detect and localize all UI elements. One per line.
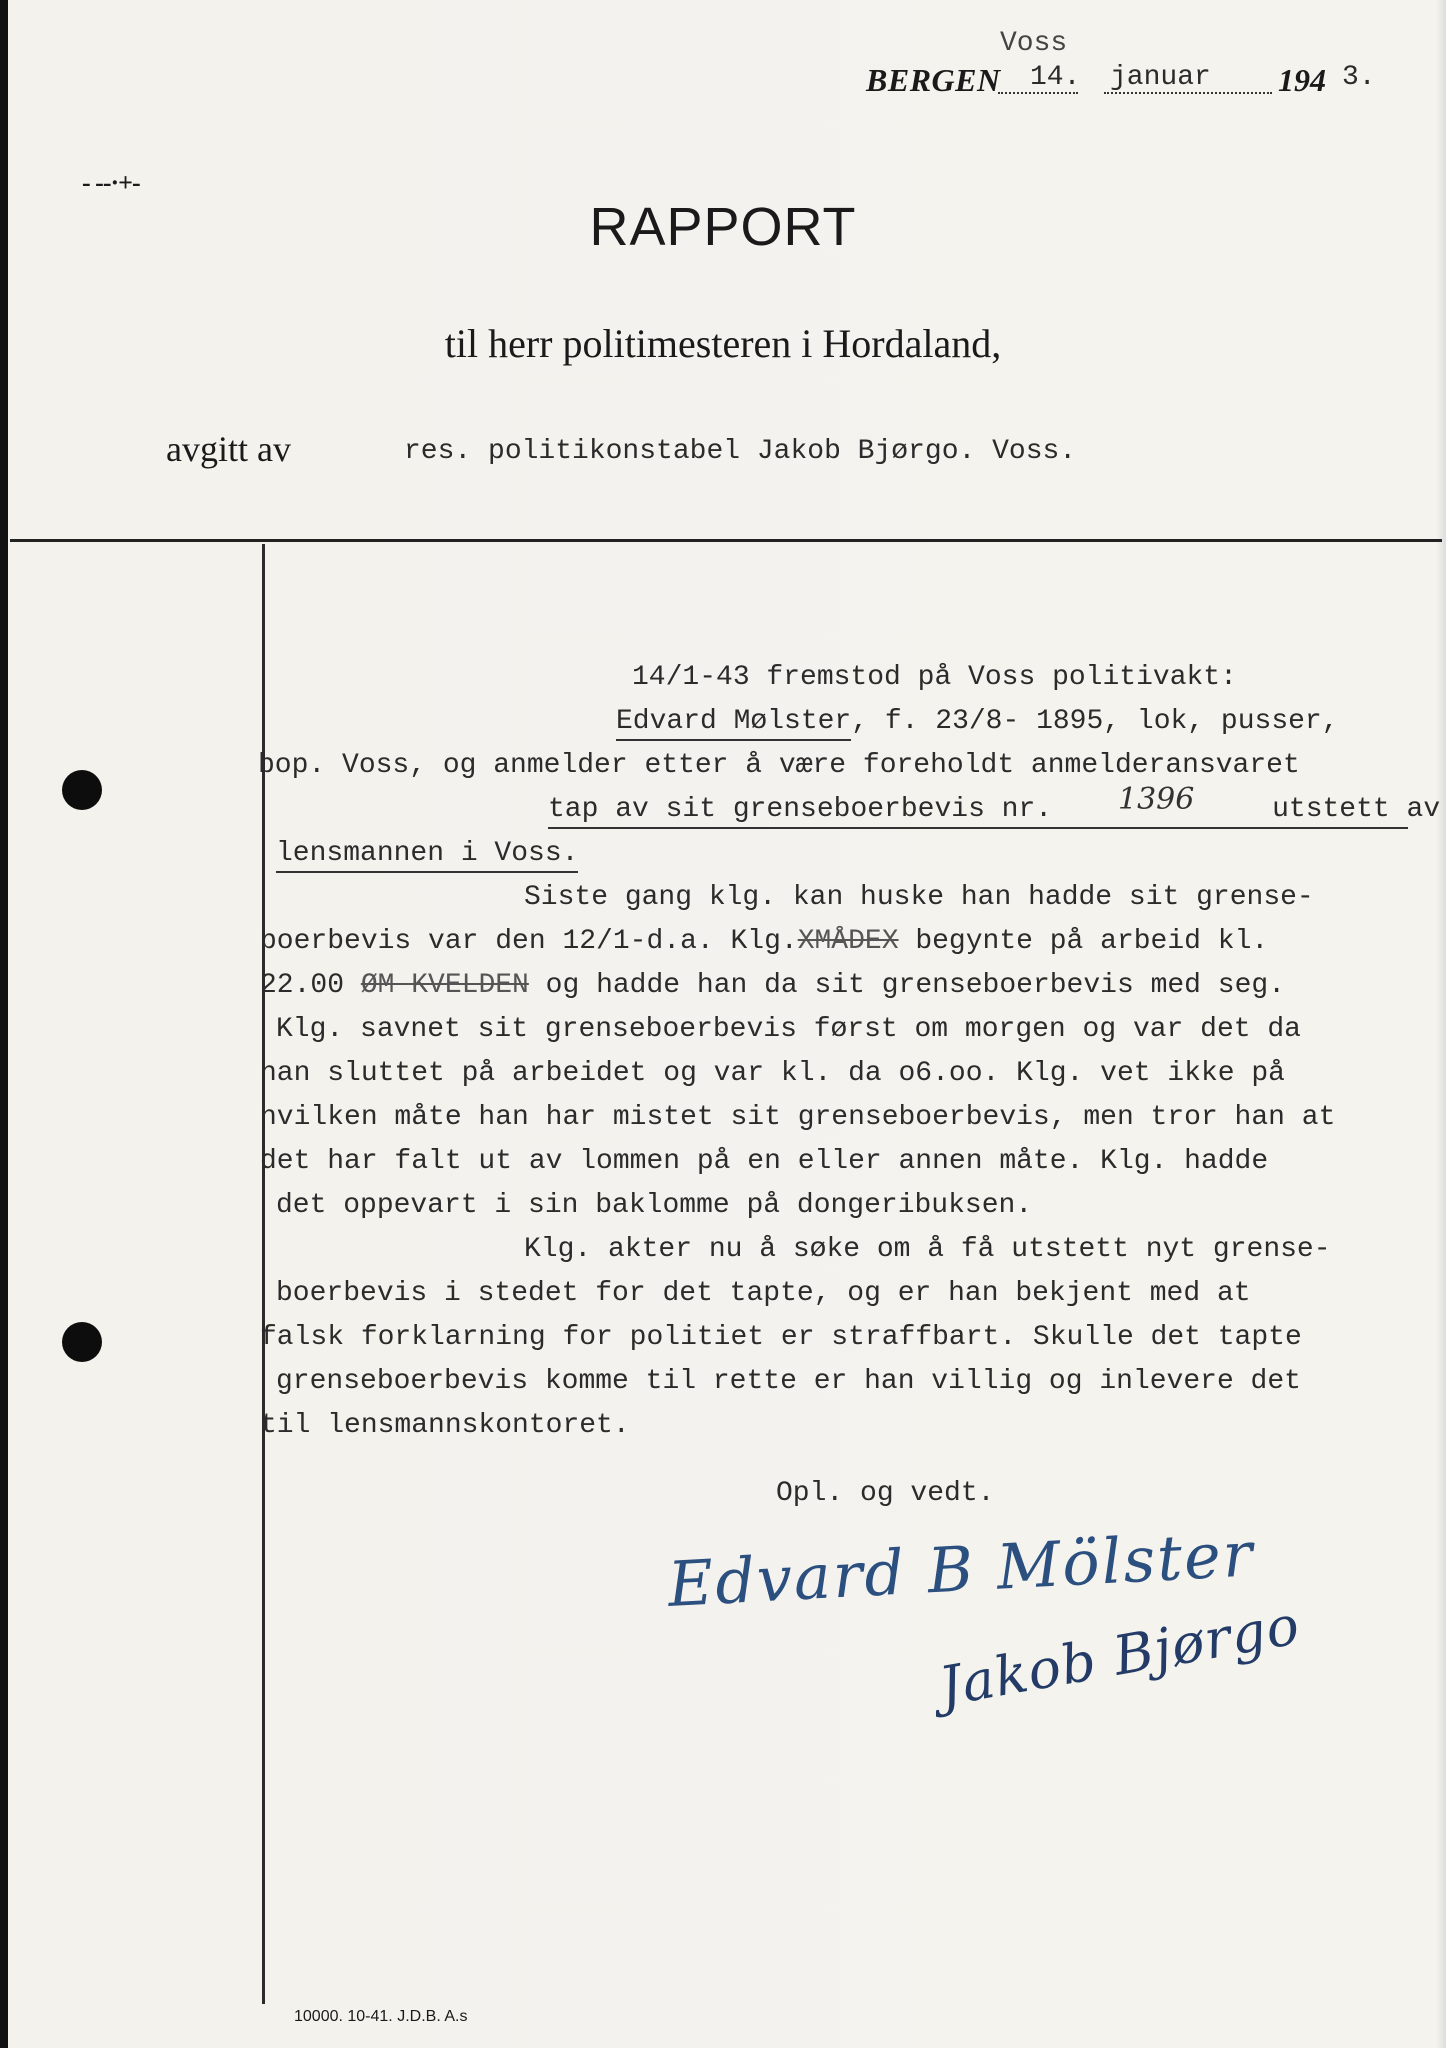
body-line: Klg. akter nu å søke om å få utstett nyt grense- <box>524 1234 1331 1265</box>
place-typed: Voss <box>1000 28 1068 59</box>
body-line: Siste gang klg. kan huske han hadde sit grense- <box>524 882 1314 913</box>
issued-by-label: avgitt av <box>166 429 291 469</box>
body-line: lensmannen i Voss. <box>276 838 578 873</box>
struck-text: ØM KVELDEN <box>360 970 529 1001</box>
signature-officer: Jakob Bjørgo <box>934 1593 1305 1719</box>
date-month: januar <box>1110 62 1211 93</box>
body-line: tap av sit grenseboerbevis nr. utstett av <box>548 794 1408 829</box>
addressee: til herr politimesteren i Hordaland, <box>444 321 1002 366</box>
date-day: 14. <box>1030 62 1081 93</box>
struck-text: XMÅDEX <box>797 926 899 957</box>
signature-complainant: Edvard B Mölster <box>666 1517 1257 1621</box>
body-line: Klg. savnet sit grenseboerbevis først om morgen og var det da <box>276 1014 1301 1045</box>
closing-note: Opl. og vedt. <box>776 1478 995 1509</box>
punch-hole-top <box>62 770 102 810</box>
year-prefix: 194 <box>1278 62 1326 98</box>
body-line: falsk forklarning for politiet er straffbart. Skulle det tapte <box>260 1322 1302 1353</box>
body-line: det har falt ut av lommen på en eller annen måte. Klg. hadde <box>260 1146 1269 1177</box>
complainant-name: Edvard Mølster <box>616 706 851 741</box>
document-title: RAPPORT <box>589 197 857 257</box>
print-footer: 10000. 10-41. J.D.B. A.s <box>294 2008 468 2025</box>
body-line: det oppevart i sin baklomme på dongeribuksen. <box>276 1190 1033 1221</box>
body-line: hvilken måte han har mistet sit grenseboerbevis, men tror han at <box>260 1102 1336 1133</box>
body-line: 14/1-43 fremstod på Voss politivakt: <box>632 662 1237 693</box>
body-line: grenseboerbevis komme til rette er han villig og inlevere det <box>276 1366 1301 1397</box>
body-line: til lensmannskontoret. <box>260 1410 630 1441</box>
body-line: 22.00 ØM KVELDEN og hadde han da sit grenseboerbevis med seg. <box>260 970 1285 1001</box>
body-line: han sluttet på arbeidet og var kl. da o6.oo. Klg. vet ikke på <box>260 1058 1285 1089</box>
year-suffix: 3. <box>1342 62 1376 93</box>
body-line: boerbevis var den 12/1-d.a. Klg.XMÅDEX begynte på arbeid kl. <box>260 926 1269 957</box>
margin-mark: - --·+- <box>82 168 140 197</box>
place-printed: BERGEN <box>866 62 1001 98</box>
header-divider <box>10 539 1442 542</box>
body-line: bop. Voss, og anmelder etter å være foreholdt anmelderansvaret <box>258 750 1300 781</box>
punch-hole-bottom <box>62 1322 102 1362</box>
body-line: Edvard Mølster, f. 23/8- 1895, lok, pusser, <box>616 706 1339 737</box>
body-line: boerbevis i stedet for det tapte, og er han bekjent med at <box>276 1278 1251 1309</box>
issued-by-value: res. politikonstabel Jakob Bjørgo. Voss. <box>404 436 1077 467</box>
certificate-number: 1396 <box>1118 782 1195 817</box>
